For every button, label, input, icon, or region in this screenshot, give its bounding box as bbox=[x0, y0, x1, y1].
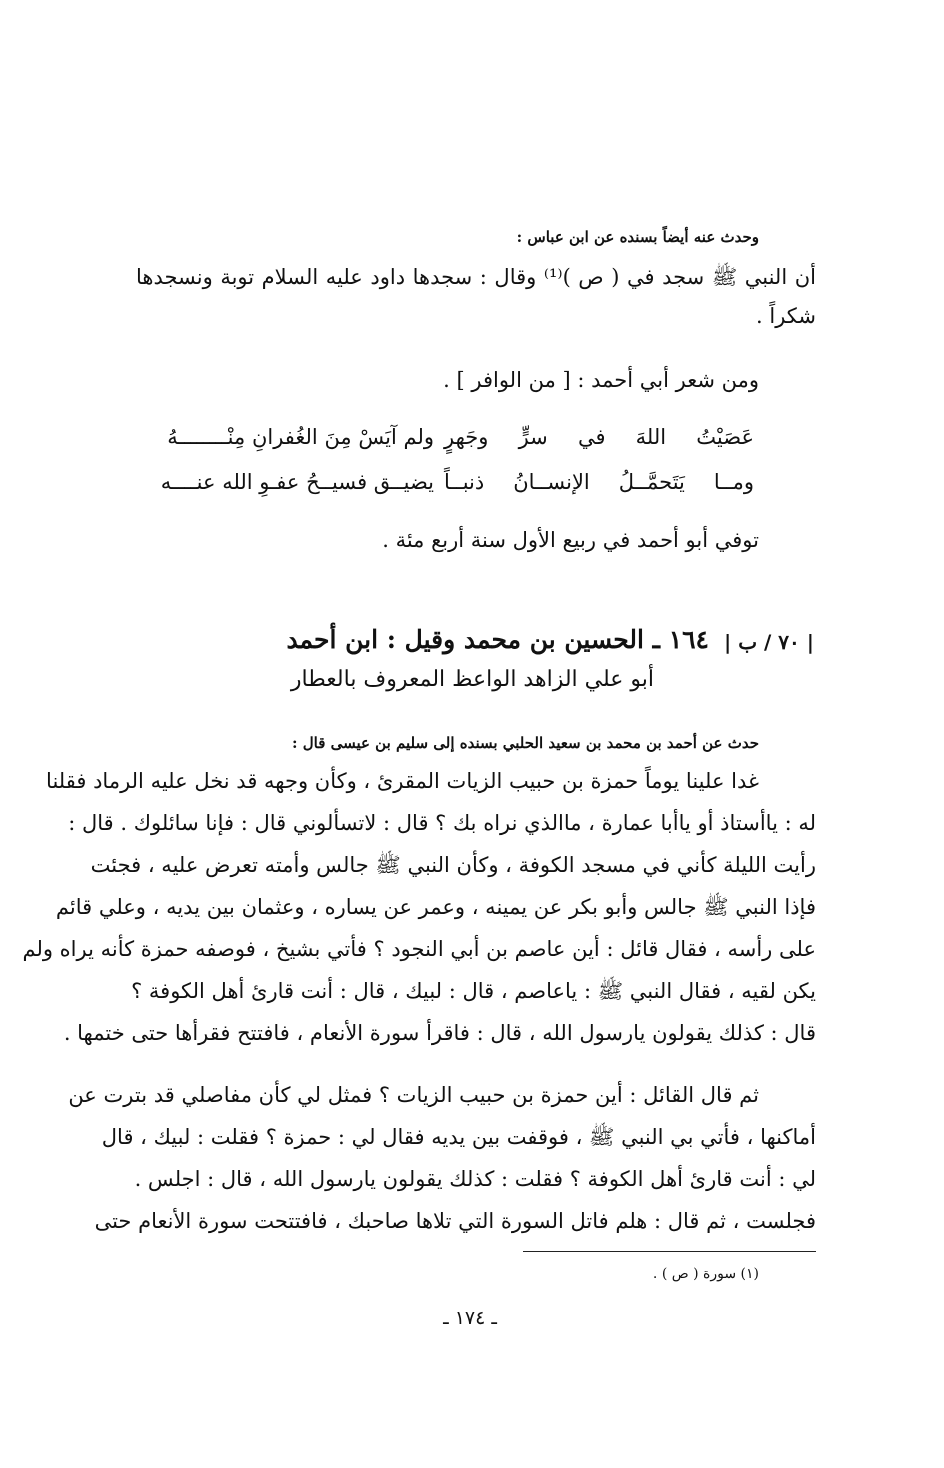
first-hemistich: ومــا يَتَحمَّــلُ الإنســانُ ذنبــاً bbox=[444, 470, 754, 494]
death-note: توفي أبو أحمد في ربيع الأول سنة أربع مئة . bbox=[382, 528, 759, 552]
text-line: رأيت الليلة كأني في مسجد الكوفة ، وكأن النبي ﷺ جالس وأمته تعرض عليه ، فجئت bbox=[90, 853, 816, 877]
text-line: ثم قال القائل : أين حمزة بن حبيب الزيات ؟ فمثل لي كأن مفاصلي قد بترت عن bbox=[68, 1083, 759, 1107]
hadith-paragraph bbox=[136, 256, 816, 298]
text-line: غدا علينا يوماً حمزة بن حبيب الزيات المقرئ ، وكأن وجهه قد نخل عليه الرماد فقلنا bbox=[46, 769, 759, 793]
text-line: لي : أنت قارئ أهل الكوفة ؟ فقلت : كذلك يقولون يارسول الله ، قال : اجلس . bbox=[134, 1167, 816, 1191]
entry-title: ١٦٤ ـ الحسين بن محمد وقيل : ابن أحمد bbox=[286, 625, 709, 654]
text-line: يكن لقيه ، فقال النبي ﷺ : ياعاصم ، قال : لبيك ، قال : أنت قارئ أهل الكوفة ؟ bbox=[131, 979, 816, 1003]
page-number: ـ ١٧٤ ـ bbox=[443, 1307, 497, 1329]
text-line: على رأسه ، فقال قائل : أين عاصم بن أبي النجود ؟ فأتي بشيخ ، فوصفه حمزة كأنه يراه ولم bbox=[22, 937, 816, 961]
poetry-intro: ومن شعر أبي أحمد : [ من الوافر ] . bbox=[443, 368, 759, 392]
text-line: فجلست ، ثم قال : هلم فاتل السورة التي تلاها صاحبك ، فافتتحت سورة الأنعام حتى bbox=[94, 1209, 816, 1233]
text-line: فإذا النبي ﷺ جالس وأبو بكر عن يمينه ، وعمر عن يساره ، وعثمان بين يديه ، وعلي قائم bbox=[55, 895, 816, 919]
story-paragraph-2 bbox=[68, 1074, 816, 1242]
text-line: قال : كذلك يقولون يارسول الله ، قال : فاقرأ سورة الأنعام ، فافتتح فقرأها حتى ختمها . bbox=[63, 1021, 816, 1045]
second-hemistich: ولم آيَسْ مِنَ الغُفرانِ مِنْــــــــهُ bbox=[167, 425, 434, 449]
entry-subtitle: أبو علي الزاهد الواعظ المعروف بالعطار bbox=[290, 667, 654, 692]
text-line: أماكنها ، فأتي بي النبي ﷺ ، فوقفت بين يديه فقال لي : حمزة ؟ فقلت : لبيك ، قال bbox=[101, 1125, 816, 1149]
story-paragraph-1 bbox=[22, 760, 816, 1054]
text-line: أن النبي ﷺ سجد في ( ص )⁽¹⁾ وقال : سجدها داود عليه السلام توبة ونسجدها bbox=[136, 265, 816, 289]
footnote-divider bbox=[523, 1251, 816, 1252]
narration-intro: وحدث عنه أيضاً بسنده عن ابن عباس : bbox=[516, 228, 759, 246]
manuscript-folio-ref: | ٧٠ / ب | bbox=[723, 630, 814, 654]
footnote: (١) سورة ( ص ) . bbox=[652, 1266, 759, 1282]
narration-intro: حدث عن أحمد بن محمد بن سعيد الحلبي بسنده إلى سليم بن عيسى قال : bbox=[291, 734, 759, 752]
first-hemistich: عَصَيْتُ اللهَ في سرٍّ وجَهرٍ bbox=[444, 425, 754, 449]
verse-line bbox=[167, 425, 754, 461]
verse-line bbox=[160, 470, 754, 506]
text-line: شكراً . bbox=[756, 304, 816, 328]
second-hemistich: يضيــق فسيــحُ عفـوِ الله عنــــه bbox=[160, 470, 434, 494]
text-line: له : ياأستاذ أو ياأبا عمارة ، ماالذي نراه بك ؟ قال : لاتسألوني قال : فإنا سائلوك . قال : bbox=[68, 811, 816, 835]
